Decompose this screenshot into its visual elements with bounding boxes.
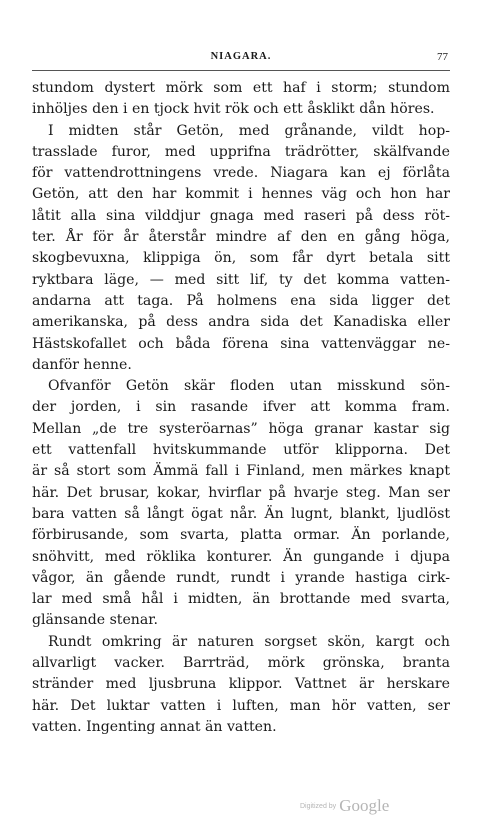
body-text (32, 78, 450, 738)
page-header (32, 51, 450, 67)
text-line: allvarligt vacker. Barrträd, mörk grönska, branta (32, 655, 450, 672)
text-line: här. Det brusar, kokar, hvirflar på hvarje steg. Man ser (32, 484, 450, 501)
text-line: danför henne. (32, 356, 132, 373)
text-line: ryktbara läge, — med sitt lif, ty det komma vatten- (32, 271, 450, 288)
text-line: stränder med ljusbruna klippor. Vattnet är herskare (32, 676, 450, 693)
text-line: I midten står Getön, med grånande, vildt hop- (48, 122, 450, 139)
paragraph (32, 121, 450, 377)
text-line: ter. År för år återstår mindre af den en gång höga, (32, 229, 450, 246)
paragraph (32, 78, 450, 121)
text-line: der jorden, i sin rasande ifver att komma fram. (32, 399, 450, 416)
text-line: är så stort som Ämmä fall i Finland, men märkes knapt (32, 463, 450, 480)
paragraph (32, 376, 450, 632)
header-rule (32, 70, 450, 71)
page-number: 77 (437, 51, 448, 63)
text-line: skogbevuxna, klippiga ön, som får dyrt betala sitt (32, 250, 450, 267)
text-line: vatten. Ingenting annat än vatten. (32, 718, 277, 735)
text-line: snöhvitt, med röklika konturer. Än gungande i djupa (32, 548, 450, 565)
text-line: bara vatten så långt ögat når. Än lugnt, blankt, ljudlöst (32, 505, 450, 522)
google-logo: Google (339, 796, 390, 815)
text-line: låtit alla sina vilddjur gnaga med raseri på dess röt- (32, 207, 450, 224)
text-line: Rundt omkring är naturen sorgset skön, kargt och (48, 633, 450, 650)
text-line: Mellan „de tre systeröarnas” höga granar kastar sig (32, 420, 450, 437)
text-line: Hästskofallet och båda förena sina vattenväggar ne- (32, 335, 450, 352)
text-line: förbirusande, som svarta, platta ormar. Än porlande, (32, 527, 450, 544)
text-line: lar med små hål i midten, än brottande med svarta, (32, 591, 450, 608)
text-line: för vattendrottningens vrede. Niagara kan ej förlåta (32, 165, 450, 182)
paragraph (32, 632, 450, 738)
watermark-prefix: Digitized by (300, 803, 337, 810)
text-line: inhöljes den i en tjock hvit rök och ett åsklikt dån höres. (32, 101, 435, 118)
text-line: stundom dystert mörk som ett haf i storm; stundom (32, 80, 450, 96)
text-line: glänsande stenar. (32, 612, 158, 629)
text-line: vågor, än gående rundt, rundt i yrande hastiga cirk- (32, 569, 450, 586)
text-line: amerikanska, på dess andra sida det Kanadiska eller (32, 314, 450, 331)
digitized-watermark (300, 796, 389, 816)
running-head: NIAGARA. (210, 51, 272, 62)
text-line: ett vattenfall hvitskummande utför klipporna. Det (32, 442, 450, 459)
text-line: trasslade furor, med upprifna trädrötter, skälfvande (32, 143, 450, 160)
text-line: Getön, att den har kommit i hennes väg och hon har (32, 186, 450, 203)
text-line: Ofvanför Getön skär floden utan misskund sön- (48, 378, 450, 395)
text-line: andarna att taga. På holmens ena sida ligger det (32, 292, 450, 309)
text-line: här. Det luktar vatten i luften, man hör vatten, ser (32, 697, 450, 714)
